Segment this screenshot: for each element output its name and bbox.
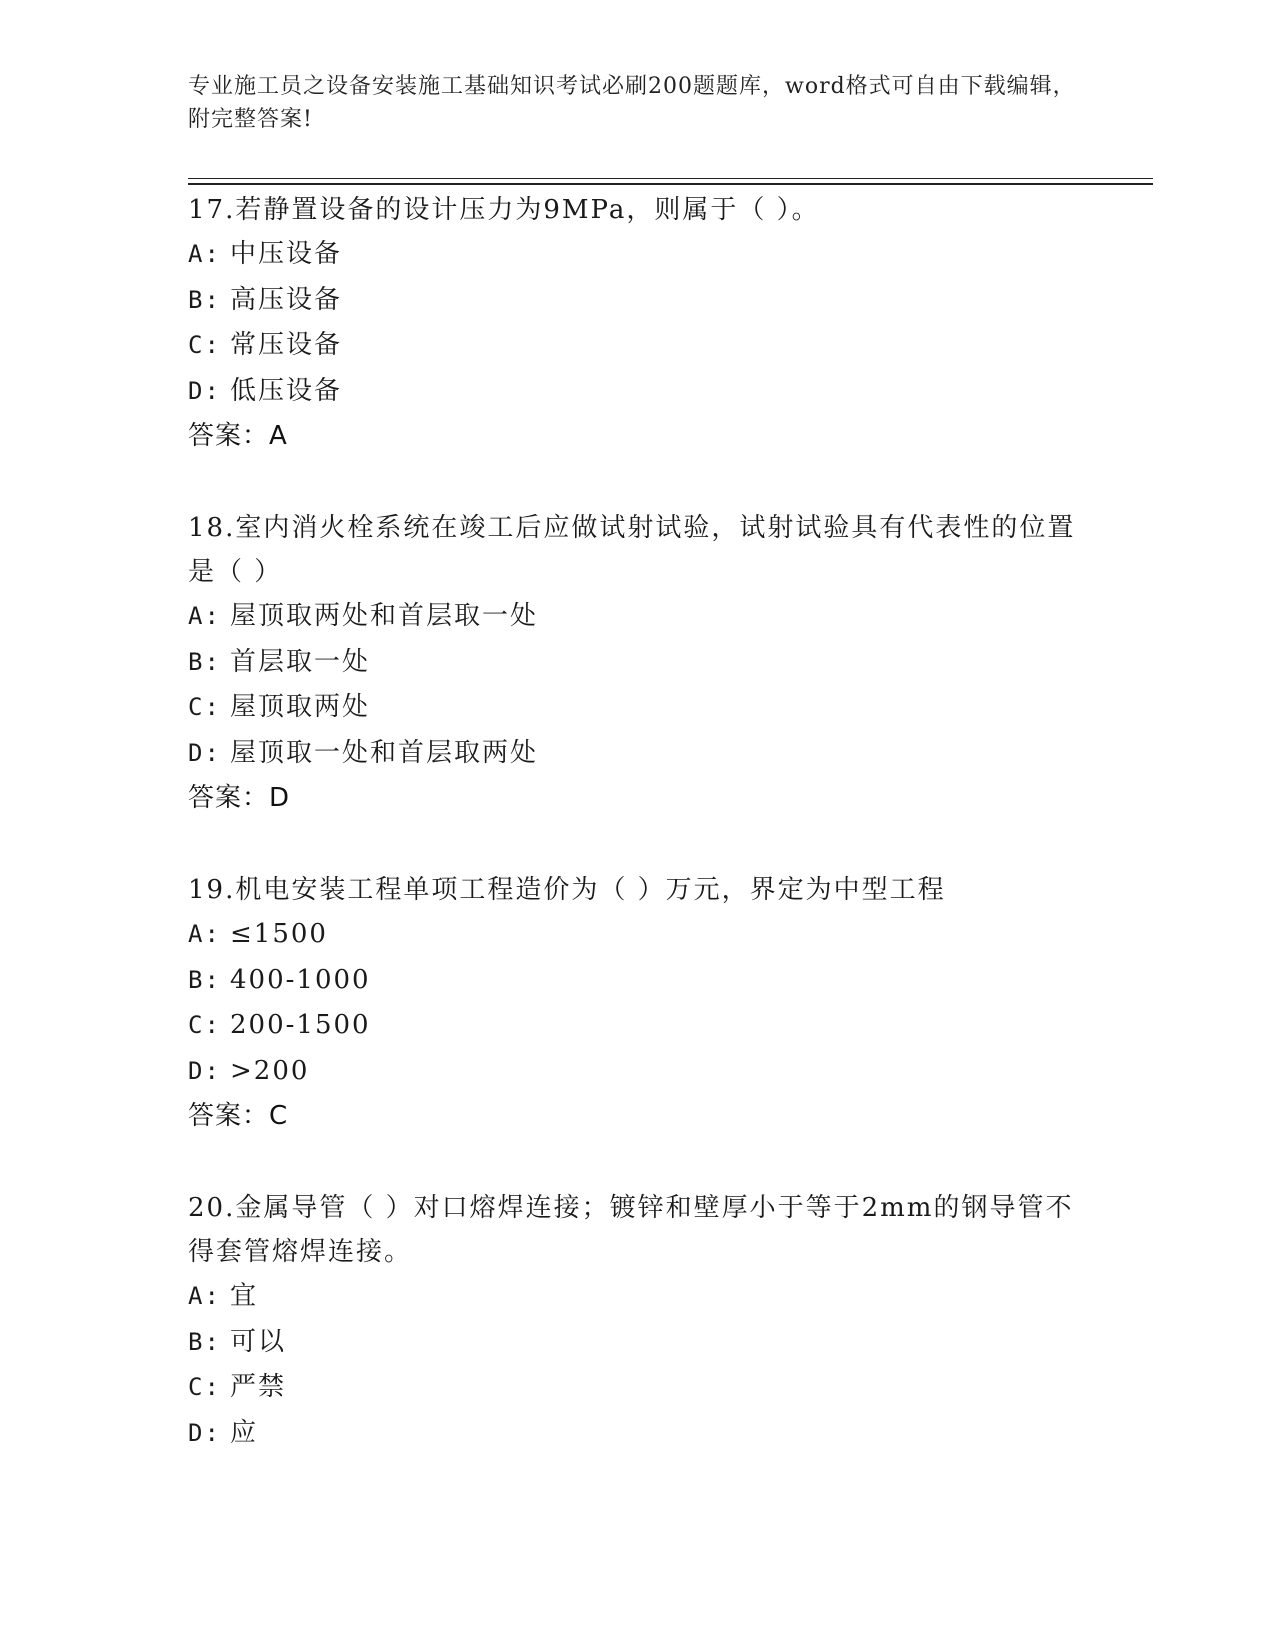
option-letter: D: — [188, 376, 221, 405]
option-letter: D: — [188, 1418, 221, 1447]
option-text: 高压设备 — [230, 284, 343, 315]
option-a — [188, 594, 1088, 640]
option-text: 严禁 — [230, 1372, 287, 1402]
option-text: 首层取一处 — [230, 646, 371, 677]
option-letter: A: — [188, 920, 221, 948]
option-letter: B: — [188, 285, 221, 314]
option-b — [188, 278, 1088, 324]
option-letter: C: — [188, 1011, 221, 1039]
question-20 — [188, 1186, 1088, 1456]
option-letter: C: — [188, 693, 221, 721]
option-c — [188, 1003, 1088, 1049]
option-text: 低压设备 — [230, 375, 343, 406]
option-text: 宜 — [230, 1281, 259, 1311]
question-19 — [188, 868, 1088, 1138]
question-stem: 18.室内消火栓系统在竣工后应做试射试验，试射试验具有代表性的位置是（ ） — [188, 513, 1076, 587]
option-d — [188, 1411, 1088, 1457]
option-letter: D: — [188, 1056, 221, 1085]
option-text: 屋顶取两处 — [230, 692, 371, 722]
option-letter: B: — [188, 1327, 221, 1356]
option-c — [188, 1365, 1088, 1411]
option-letter: C: — [188, 331, 221, 359]
answer-label: 答案：C — [188, 1101, 289, 1131]
option-text: 屋顶取一处和首层取两处 — [230, 737, 539, 768]
option-text: 常压设备 — [230, 330, 343, 360]
option-text: 400-1000 — [230, 964, 371, 995]
option-a — [188, 912, 1088, 958]
option-d — [188, 1049, 1088, 1095]
document-header: 专业施工员之设备安装施工基础知识考试必刷200题题库，word格式可自由下载编辑，附完整答案! — [188, 74, 1076, 132]
option-text: 200-1500 — [230, 1010, 371, 1040]
option-text: 应 — [230, 1417, 259, 1448]
question-17 — [188, 188, 1088, 458]
option-letter: A: — [188, 240, 221, 268]
option-text: 可以 — [230, 1326, 287, 1357]
option-text: 屋顶取两处和首层取一处 — [230, 601, 539, 631]
option-c — [188, 323, 1088, 369]
answer-label: 答案：D — [188, 783, 291, 813]
header-divider-thin — [188, 178, 1153, 179]
option-letter: B: — [188, 965, 221, 994]
option-letter: B: — [188, 647, 221, 676]
option-b — [188, 1320, 1088, 1366]
option-text: >200 — [230, 1055, 310, 1086]
option-c — [188, 685, 1088, 731]
option-letter: C: — [188, 1373, 221, 1401]
option-letter: A: — [188, 602, 221, 630]
option-letter: D: — [188, 738, 221, 767]
question-stem: 20.金属导管（ ）对口熔焊连接；镀锌和壁厚小于等于2mm的钢导管不得套管熔焊连接。 — [188, 1193, 1074, 1267]
option-d — [188, 731, 1088, 777]
option-text: ≤1500 — [230, 919, 328, 949]
question-18 — [188, 506, 1088, 820]
option-d — [188, 369, 1088, 415]
option-b — [188, 640, 1088, 686]
option-a — [188, 1274, 1088, 1320]
option-b — [188, 958, 1088, 1004]
answer-label: 答案：A — [188, 421, 288, 451]
header-divider-thick — [188, 183, 1153, 185]
question-stem: 17.若静置设备的设计压力为9MPa，则属于（ ）。 — [188, 195, 820, 225]
option-letter: A: — [188, 1282, 221, 1310]
option-text: 中压设备 — [230, 239, 343, 269]
option-a — [188, 232, 1088, 278]
question-stem: 19.机电安装工程单项工程造价为（ ）万元，界定为中型工程 — [188, 875, 946, 905]
